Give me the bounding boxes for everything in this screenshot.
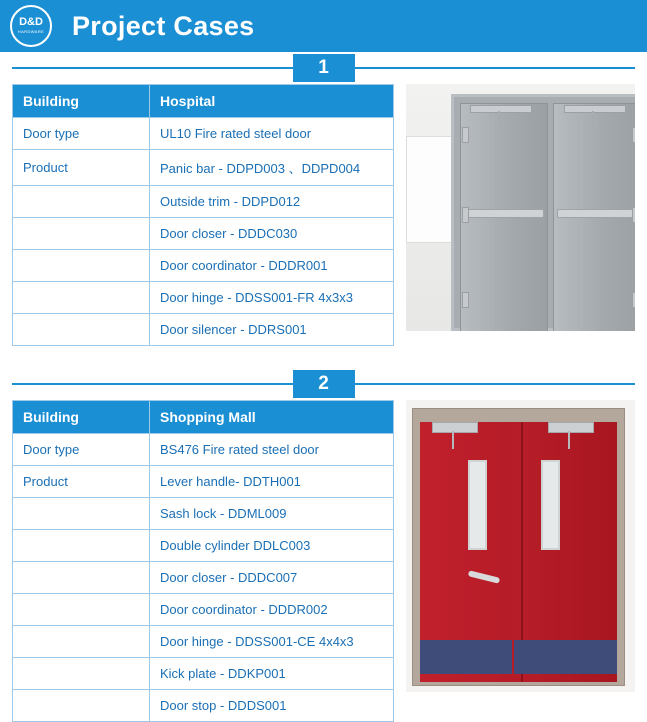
row-value: Door hinge - DDSS001-FR 4x3x3 — [150, 282, 394, 314]
page-title: Project Cases — [72, 10, 255, 41]
table-row — [13, 218, 394, 250]
row-label-empty — [13, 690, 150, 722]
table-row — [13, 466, 394, 498]
row-label-empty — [13, 218, 150, 250]
table-row — [13, 85, 394, 118]
spec-table-1 — [12, 84, 394, 346]
row-value: Door closer - DDDC030 — [150, 218, 394, 250]
table-row — [13, 401, 394, 434]
kick-plate-left — [420, 640, 512, 674]
row-value: Door coordinator - DDDR001 — [150, 250, 394, 282]
table-row — [13, 434, 394, 466]
row-label: Building — [13, 85, 150, 118]
row-label-empty — [13, 658, 150, 690]
row-label-empty — [13, 498, 150, 530]
row-label-empty — [13, 562, 150, 594]
section-1-photo — [406, 84, 635, 331]
closer-arm-right — [592, 111, 594, 127]
row-value: Door coordinator - DDDR002 — [150, 594, 394, 626]
row-value: Shopping Mall — [150, 401, 394, 434]
row-value: Door closer - DDDC007 — [150, 562, 394, 594]
row-label: Door type — [13, 434, 150, 466]
table-row — [13, 150, 394, 186]
brand-logo — [10, 5, 52, 47]
door-hinge — [632, 292, 635, 308]
row-label-empty — [13, 530, 150, 562]
section-1-number-bar — [12, 52, 635, 84]
vision-panel-left — [468, 460, 487, 550]
row-label-empty — [13, 626, 150, 658]
table-row — [13, 118, 394, 150]
row-label-empty — [13, 282, 150, 314]
row-label-empty — [13, 314, 150, 346]
logo-sub-text: HARDWARE — [17, 29, 45, 34]
section-2-photo — [406, 400, 635, 692]
closer-arm-left — [498, 111, 500, 127]
row-label: Product — [13, 150, 150, 186]
row-value: Door hinge - DDSS001-CE 4x4x3 — [150, 626, 394, 658]
table-row — [13, 690, 394, 722]
table-row — [13, 658, 394, 690]
row-label-empty — [13, 250, 150, 282]
table-row — [13, 562, 394, 594]
section-2-number-bar — [12, 368, 635, 400]
door-hinge — [632, 207, 635, 223]
page-header — [0, 0, 647, 52]
vision-panel-right — [541, 460, 560, 550]
panic-bar-right — [557, 209, 635, 218]
table-row — [13, 626, 394, 658]
row-value: Lever handle- DDTH001 — [150, 466, 394, 498]
door-closer-right — [548, 422, 594, 433]
door-closer-left — [470, 105, 532, 113]
row-value: Hospital — [150, 85, 394, 118]
row-value: Kick plate - DDKP001 — [150, 658, 394, 690]
row-label: Product — [13, 466, 150, 498]
section-2 — [12, 400, 635, 722]
table-row — [13, 186, 394, 218]
row-label-empty — [13, 594, 150, 626]
closer-arm-right — [568, 431, 570, 449]
row-value: Sash lock - DDML009 — [150, 498, 394, 530]
door-hinge — [462, 207, 469, 223]
door-closer-left — [432, 422, 478, 433]
row-value: BS476 Fire rated steel door — [150, 434, 394, 466]
table-row — [13, 594, 394, 626]
panic-bar-left — [466, 209, 544, 218]
kick-plate-right — [514, 640, 617, 674]
door-hinge — [462, 292, 469, 308]
row-value: Outside trim - DDPD012 — [150, 186, 394, 218]
logo-main-text: D&D — [19, 16, 43, 28]
closer-arm-left — [452, 431, 454, 449]
row-label: Building — [13, 401, 150, 434]
table-row — [13, 250, 394, 282]
row-value: Door stop - DDDS001 — [150, 690, 394, 722]
table-row — [13, 530, 394, 562]
section-2-table-wrap — [12, 400, 394, 722]
row-label: Door type — [13, 118, 150, 150]
section-1 — [12, 84, 635, 346]
table-row — [13, 498, 394, 530]
row-value: Double cylinder DDLC003 — [150, 530, 394, 562]
section-1-table-wrap — [12, 84, 394, 346]
row-value: UL10 Fire rated steel door — [150, 118, 394, 150]
row-label-empty — [13, 186, 150, 218]
row-value: Door silencer - DDRS001 — [150, 314, 394, 346]
table-row — [13, 314, 394, 346]
door-hinge — [632, 127, 635, 143]
table-row — [13, 282, 394, 314]
spec-table-2 — [12, 400, 394, 722]
door-closer-right — [564, 105, 626, 113]
section-number-badge: 1 — [293, 54, 355, 82]
row-value: Panic bar - DDPD003 、DDPD004 — [150, 150, 394, 186]
door-frame — [451, 94, 635, 331]
section-number-badge: 2 — [293, 370, 355, 398]
door-hinge — [462, 127, 469, 143]
